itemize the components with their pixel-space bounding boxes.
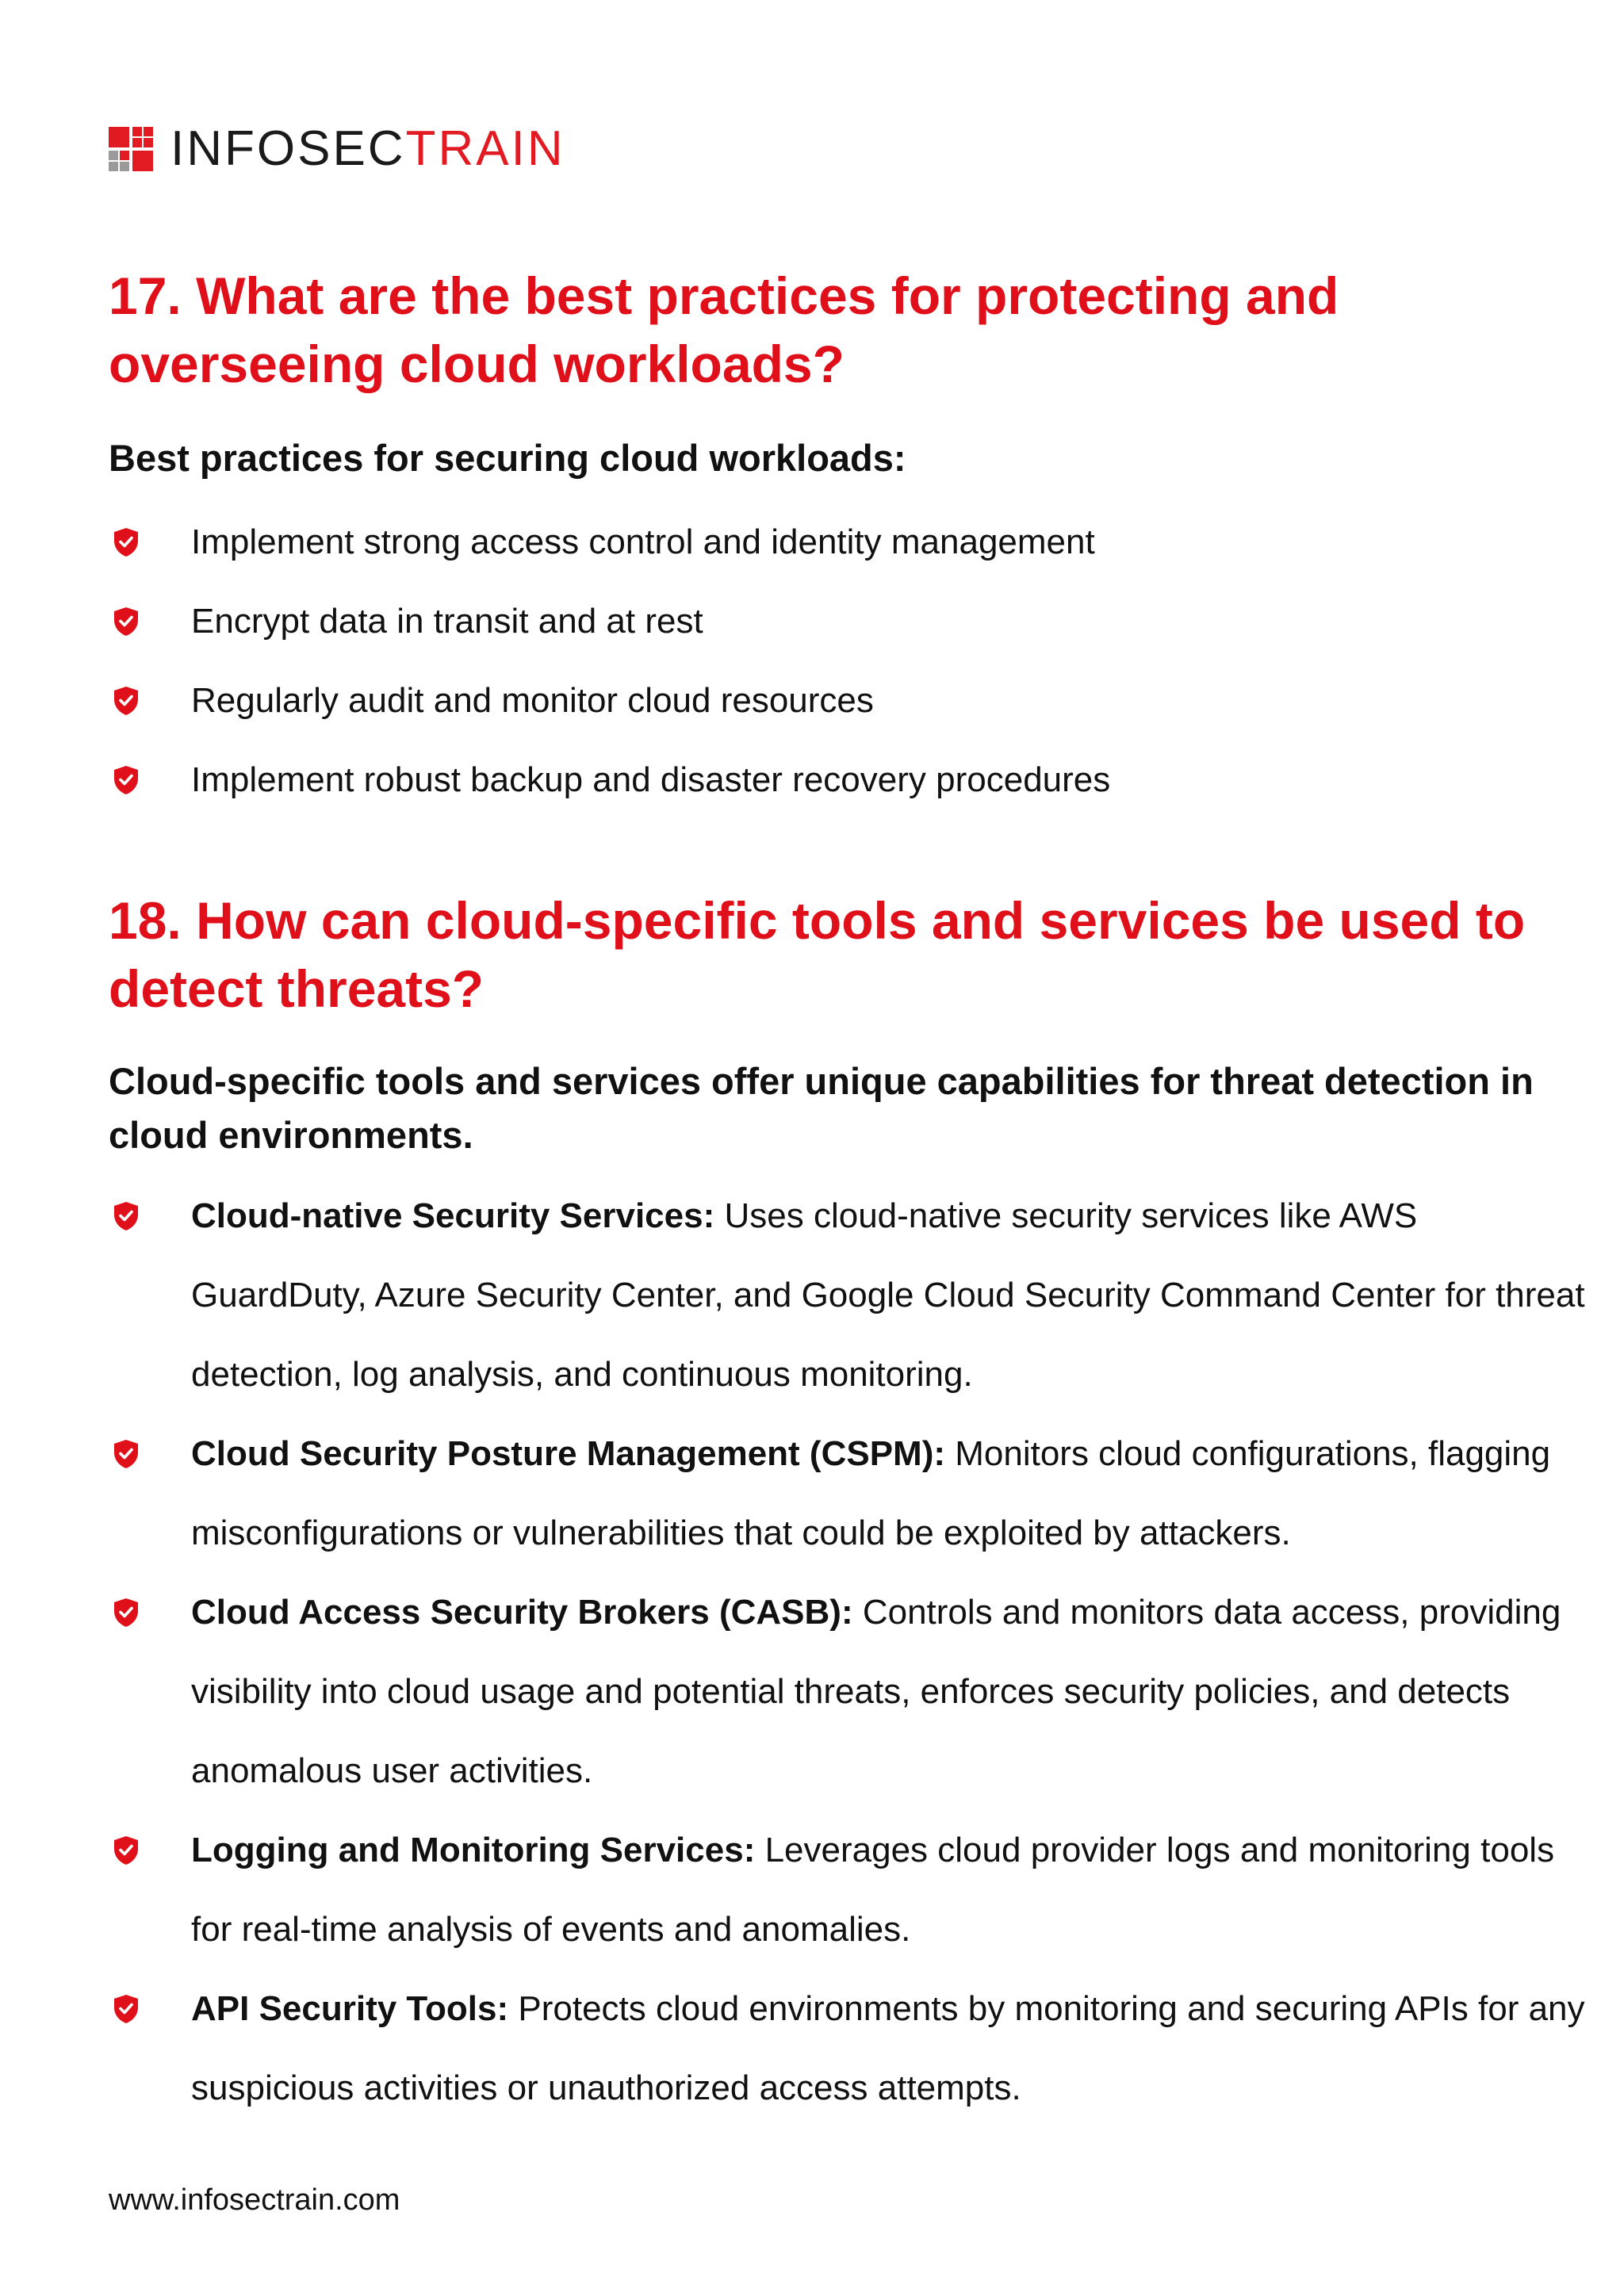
logo-word-dark: INFOSEC xyxy=(170,121,406,176)
shield-check-icon xyxy=(113,765,140,795)
shield-check-icon xyxy=(113,1598,140,1628)
list-item-term: Cloud-native Security Services: xyxy=(191,1196,715,1235)
list-item-text: Implement robust backup and disaster recovery procedures xyxy=(191,760,1111,799)
shield-check-icon xyxy=(113,607,140,637)
list-item xyxy=(109,1177,1599,1414)
footer-website: www.infosectrain.com xyxy=(109,2183,400,2217)
logo-word-red: TRAIN xyxy=(405,121,565,176)
shield-check-icon xyxy=(113,527,140,557)
list-item-text: Encrypt data in transit and at rest xyxy=(191,602,703,641)
question-18-subtitle: Cloud-specific tools and services offer unique capabilities for threat detection in cloud environments. xyxy=(109,1060,1534,1156)
list-item-term: Cloud Access Security Brokers (CASB): xyxy=(191,1593,853,1632)
list-item xyxy=(109,1573,1599,1811)
list-item xyxy=(109,503,1599,582)
list-item xyxy=(109,661,1599,740)
list-item-description: Protects cloud environments by monitoring and securing APIs for any suspicious activities or unauthorized access attempts. xyxy=(191,1989,1585,2107)
question-18-title: 18. How can cloud-specific tools and services be used to detect threats? xyxy=(109,891,1526,1018)
list-item-text: Implement strong access control and identity management xyxy=(191,522,1095,561)
question-17-subtitle: Best practices for securing cloud workloads: xyxy=(109,437,906,479)
list-item-description: Uses cloud-native security services like AWS GuardDuty, Azure Security Center, and Google Cloud Security Command Center for threat detection, log analysis, and continuous monitoring. xyxy=(191,1196,1585,1394)
shield-check-icon xyxy=(113,686,140,716)
shield-check-icon xyxy=(113,1201,140,1231)
list-item-term: API Security Tools: xyxy=(191,1989,509,2028)
shield-check-icon xyxy=(113,1835,140,1866)
list-item-text: Regularly audit and monitor cloud resources xyxy=(191,681,874,720)
list-item-term: Logging and Monitoring Services: xyxy=(191,1831,756,1869)
list-item xyxy=(109,1414,1599,1573)
question-18-list xyxy=(109,1177,1599,2128)
list-item xyxy=(109,1811,1599,1969)
shield-check-icon xyxy=(113,1439,140,1469)
infosectrain-grid-logo-icon xyxy=(109,127,153,171)
list-item-description: Controls and monitors data access, providing visibility into cloud usage and potential threats, enforces security policies, and detects anomalous user activities. xyxy=(191,1593,1561,1790)
list-item xyxy=(109,1969,1599,2128)
shield-check-icon xyxy=(113,1994,140,2024)
logo-wordmark xyxy=(170,121,565,176)
list-item-description: Monitors cloud configurations, flagging misconfigurations or vulnerabilities that could be exploited by attackers. xyxy=(191,1434,1551,1552)
list-item xyxy=(109,582,1599,661)
question-17-title: 17. What are the best practices for protecting and overseeing cloud workloads? xyxy=(109,266,1339,393)
list-item-description: Leverages cloud provider logs and monitoring tools for real-time analysis of events and anomalies. xyxy=(191,1831,1555,1949)
list-item xyxy=(109,740,1599,820)
brand-logo xyxy=(109,121,565,176)
list-item-term: Cloud Security Posture Management (CSPM): xyxy=(191,1434,946,1473)
question-17-list xyxy=(109,503,1599,820)
